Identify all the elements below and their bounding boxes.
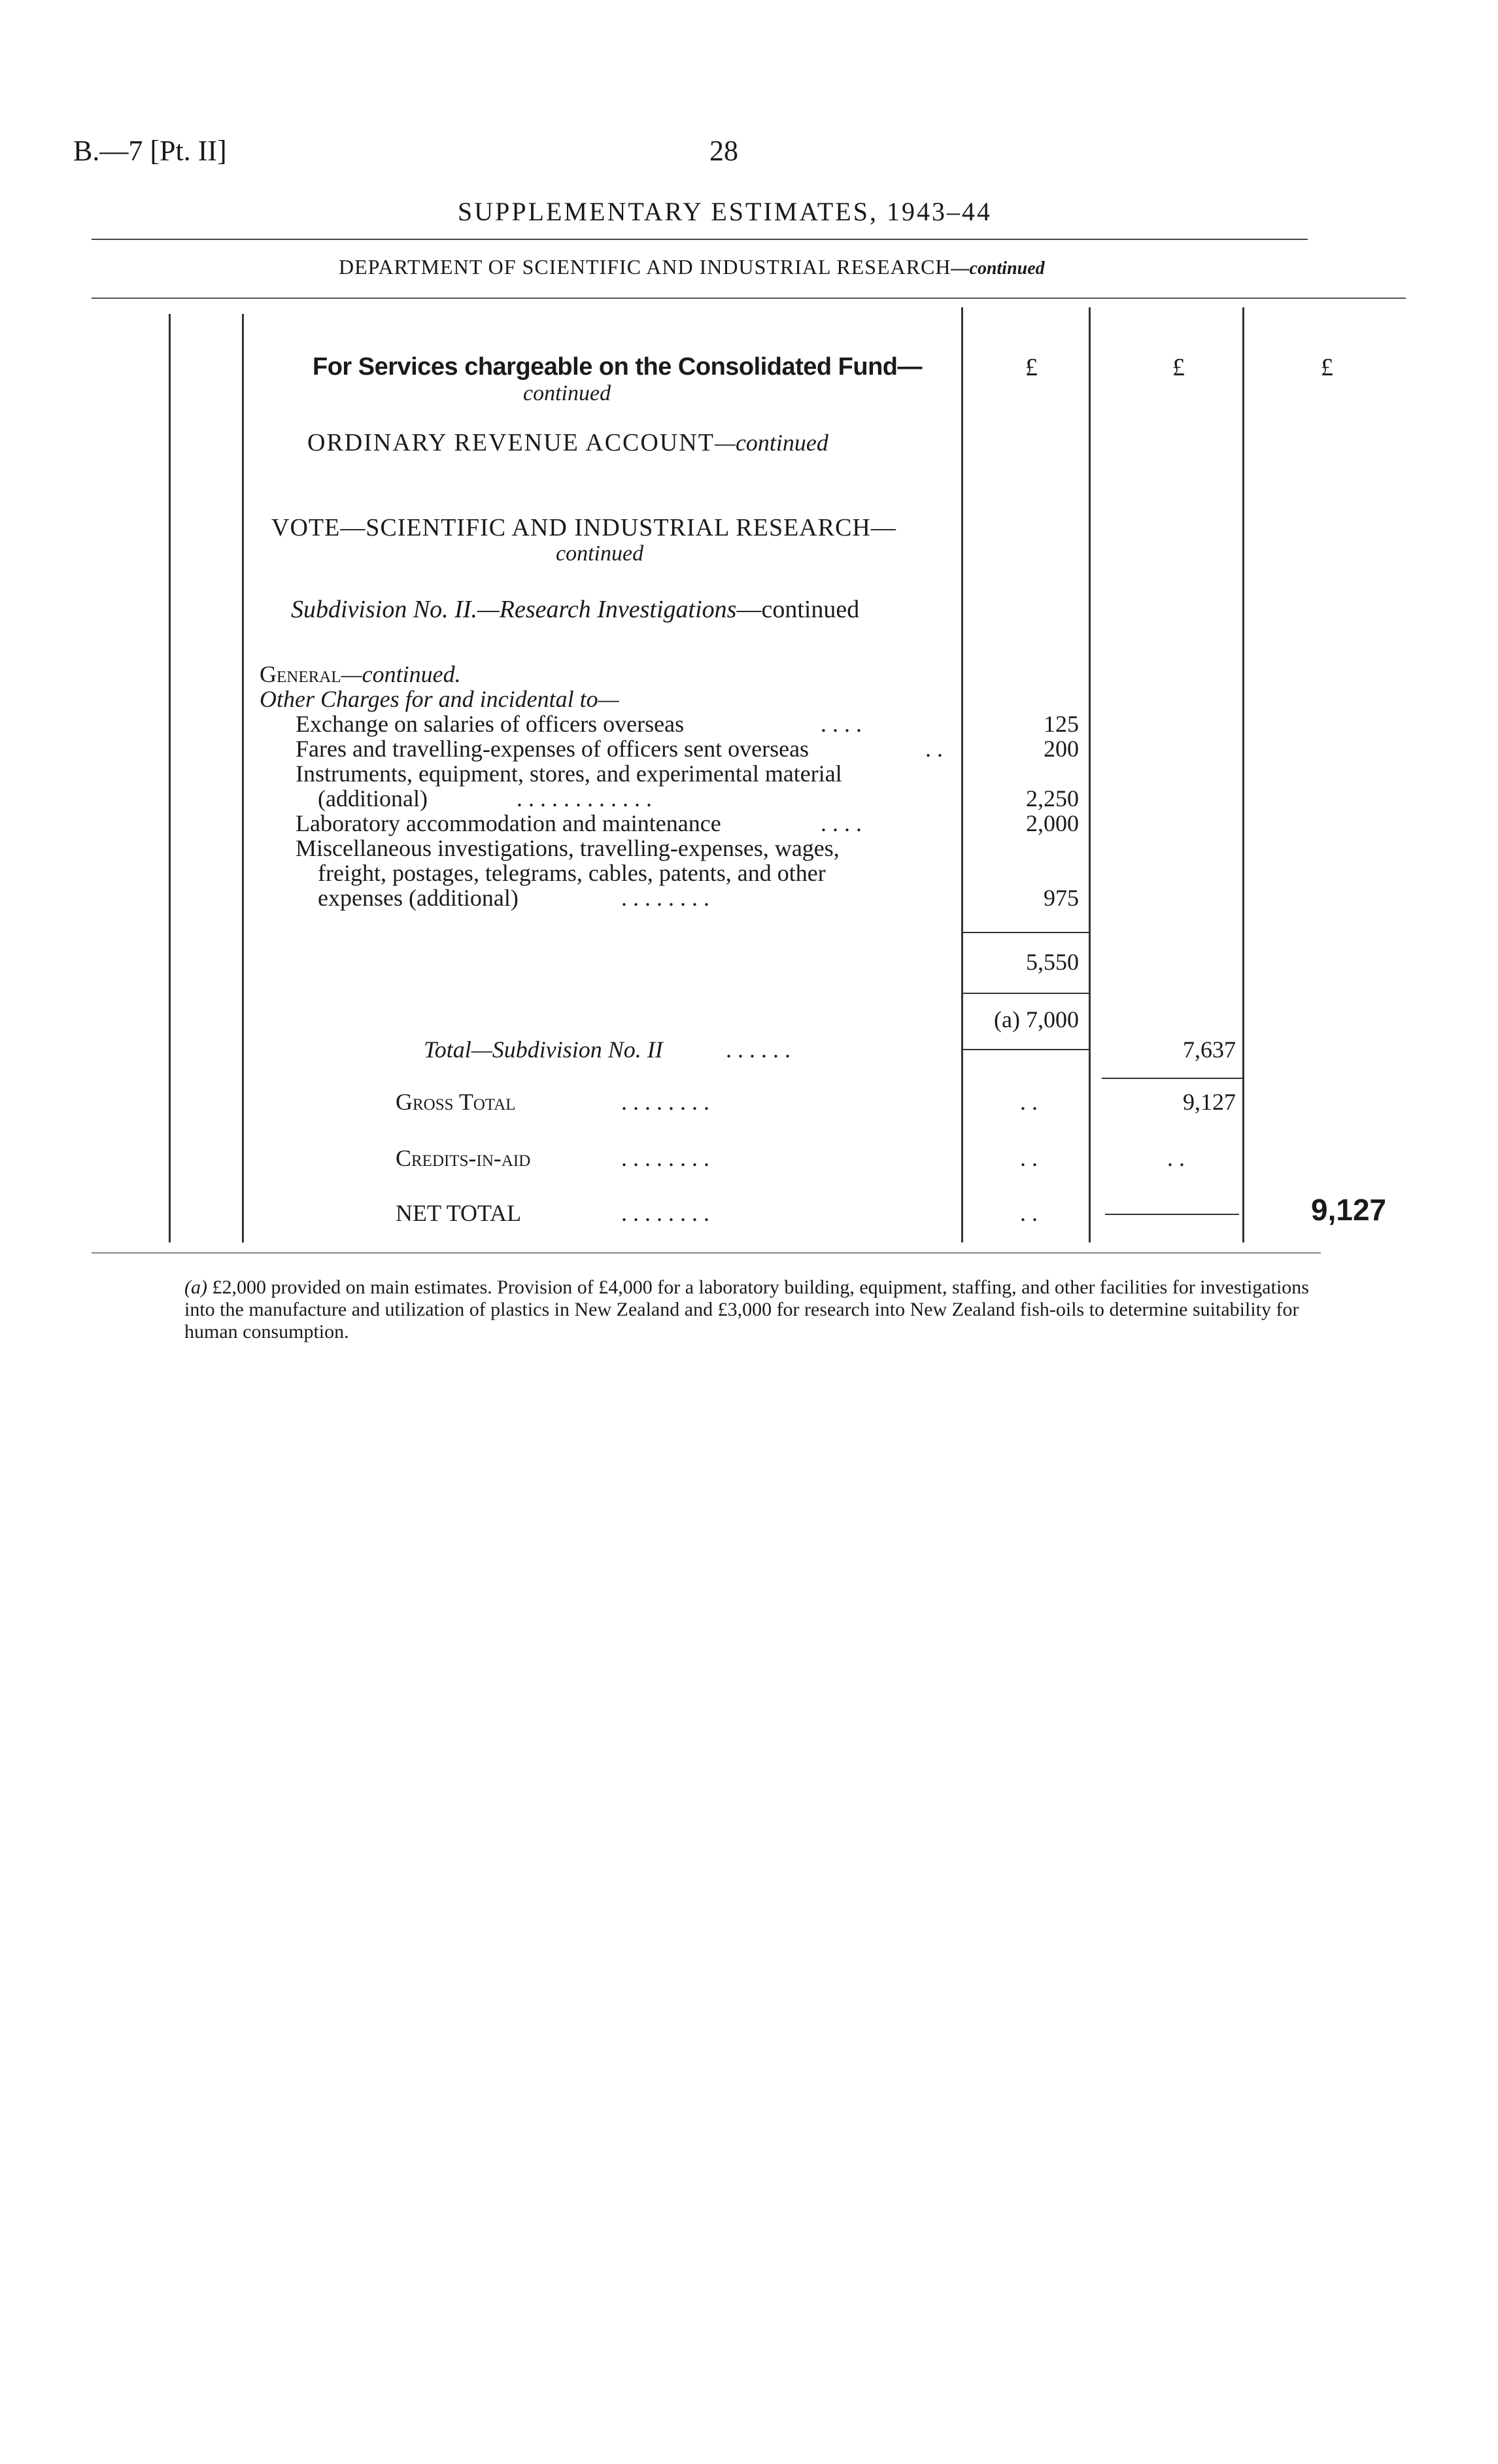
subdivision-total-rule bbox=[1102, 1078, 1242, 1079]
items-sum: 5,550 bbox=[1026, 949, 1079, 975]
item-leader: . . bbox=[925, 736, 943, 762]
credits-in-aid-leader: . . . . . . . . bbox=[621, 1145, 709, 1171]
item-description: Fares and travelling-expenses of officers sent overseas bbox=[296, 736, 809, 762]
table-left-border bbox=[169, 314, 171, 1242]
net-total-label: NET TOTAL bbox=[396, 1200, 522, 1226]
item-amount: 975 bbox=[1044, 885, 1079, 911]
table-inner-border bbox=[242, 314, 244, 1242]
gross-total-dots: . . bbox=[1020, 1089, 1038, 1115]
item-description: Exchange on salaries of officers overseas bbox=[296, 711, 685, 737]
item-description: Laboratory accommodation and maintenance bbox=[296, 810, 721, 836]
gross-total-leader: . . . . . . . . bbox=[621, 1089, 709, 1115]
department-suffix: —continued bbox=[951, 258, 1045, 279]
general-heading bbox=[260, 660, 461, 688]
document-reference: B.—7 [Pt. II] bbox=[73, 135, 227, 167]
fund-heading: For Services chargeable on the Consolidated Fund— bbox=[313, 353, 923, 381]
sum-rule-2 bbox=[962, 993, 1089, 994]
subdivision-suffix: —continued bbox=[736, 596, 860, 623]
general-suffix: —continued. bbox=[341, 661, 461, 687]
net-total: 9,127 bbox=[1311, 1193, 1387, 1227]
page-number: 28 bbox=[709, 135, 738, 167]
title-rule bbox=[92, 239, 1308, 240]
subdivision-total: 7,637 bbox=[1183, 1036, 1236, 1063]
vote-continued: continued bbox=[556, 541, 644, 566]
account-heading bbox=[307, 428, 828, 457]
general-label: General bbox=[260, 661, 341, 687]
vote-heading: VOTE—SCIENTIFIC AND INDUSTRIAL RESEARCH— bbox=[271, 514, 896, 541]
sum-rule bbox=[962, 932, 1089, 933]
account-suffix: —continued bbox=[714, 430, 828, 456]
item-amount: 200 bbox=[1044, 736, 1079, 762]
subdivision-name: Subdivision No. II.—Research Investigations bbox=[291, 596, 737, 623]
subdivision-total-label: Total—Subdivision No. II bbox=[424, 1036, 663, 1063]
department-name: DEPARTMENT OF SCIENTIFIC AND INDUSTRIAL RESEARCH bbox=[339, 255, 951, 279]
net-total-dots: . . bbox=[1020, 1200, 1038, 1226]
currency-col3: £ bbox=[1321, 354, 1333, 381]
gross-total: 9,127 bbox=[1183, 1089, 1236, 1115]
item-description-cont: (additional) bbox=[318, 785, 428, 812]
table-bottom-rule bbox=[92, 1252, 1321, 1254]
item-description-cont: expenses (additional) bbox=[318, 885, 519, 911]
footnote-marker: (a) bbox=[184, 1276, 207, 1298]
item-description: Instruments, equipment, stores, and experimental material bbox=[296, 761, 842, 787]
grant-rule bbox=[962, 1049, 1089, 1050]
item-amount: 2,250 bbox=[1026, 785, 1079, 812]
item-amount: 125 bbox=[1044, 711, 1079, 737]
page-title: SUPPLEMENTARY ESTIMATES, 1943–44 bbox=[458, 197, 992, 226]
item-amount: 2,000 bbox=[1026, 810, 1079, 836]
table-top-rule bbox=[92, 298, 1406, 299]
credits-in-aid-col1: . . bbox=[1020, 1145, 1038, 1171]
gross-total-label: Gross Total bbox=[396, 1089, 516, 1115]
footnote-text: £2,000 provided on main estimates. Provision of £4,000 for a laboratory building, equipment, staffing, and other facilities for investigations into the manufacture and utilization of plastics in New Zealand and £3,000 for research into New Zealand fish-oils to determine suitability for human consumption. bbox=[184, 1276, 1309, 1343]
item-description: Miscellaneous investigations, travelling-expenses, wages, bbox=[296, 835, 840, 861]
net-total-rule bbox=[1105, 1214, 1239, 1215]
item-leader: . . . . . . . . . . . . bbox=[517, 785, 652, 812]
subdivision-heading bbox=[291, 595, 859, 624]
credits-in-aid-col2: . . bbox=[1167, 1145, 1185, 1171]
other-charges-heading: Other Charges for and incidental to— bbox=[260, 686, 619, 712]
grant-amount: (a) 7,000 bbox=[994, 1006, 1079, 1033]
fund-continued: continued bbox=[523, 381, 611, 405]
column3-border bbox=[1242, 307, 1244, 1242]
column2-border bbox=[1089, 307, 1091, 1242]
footnote bbox=[184, 1276, 1335, 1343]
department-heading bbox=[339, 255, 1045, 279]
item-leader: . . . . bbox=[821, 810, 862, 836]
item-leader: . . . . . . . . bbox=[621, 885, 709, 911]
account-name: ORDINARY REVENUE ACCOUNT bbox=[307, 429, 715, 456]
subdivision-total-leader: . . . . . . bbox=[726, 1036, 791, 1063]
column1-border bbox=[961, 307, 963, 1242]
item-description-cont: freight, postages, telegrams, cables, patents, and other bbox=[318, 860, 826, 886]
credits-in-aid-label: Credits-in-aid bbox=[396, 1145, 531, 1171]
item-leader: . . . . bbox=[821, 711, 862, 737]
net-total-leader: . . . . . . . . bbox=[621, 1200, 709, 1226]
currency-col2: £ bbox=[1172, 354, 1185, 381]
currency-col1: £ bbox=[1025, 354, 1038, 381]
